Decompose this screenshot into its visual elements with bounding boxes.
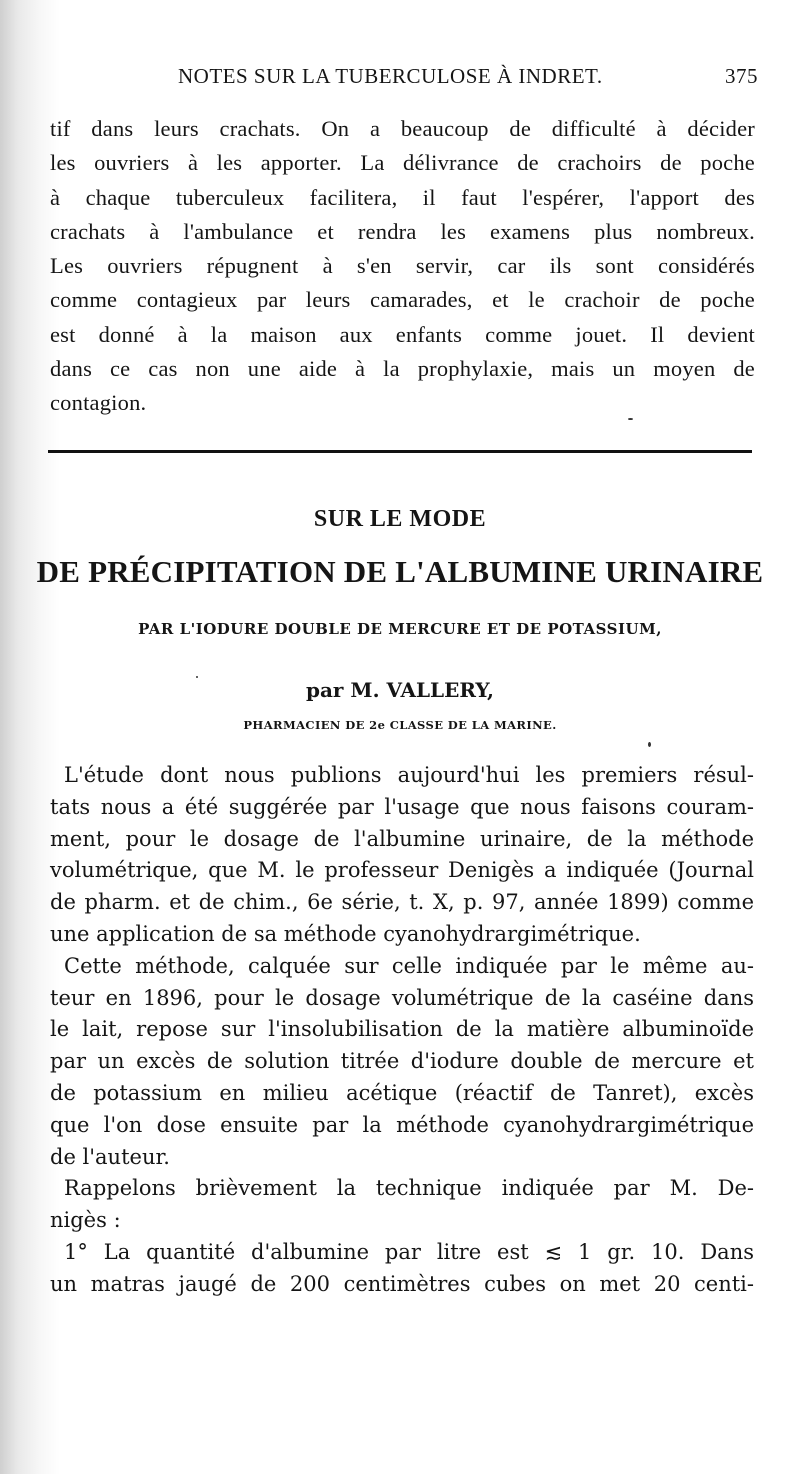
text-line: Les ouvriers répugnent à s'en servir, car ils sont considérés [50, 253, 755, 279]
text-line: est donné à la maison aux enfants comme jouet. Il devient [50, 321, 755, 347]
article-subtitle: PAR L'IODURE DOUBLE DE MERCURE ET DE POTASSIUM, [138, 620, 662, 638]
text-line: teur en 1896, pour le dosage volumétrique de la caséine dans [50, 985, 754, 1010]
article-body [50, 760, 754, 1301]
text-line: comme contagieux par leurs camarades, et le crachoir de poche [50, 287, 755, 313]
text-line: de pharm. et de chim., 6e série, t. X, p. 97, année 1899) comme [50, 890, 754, 915]
running-title: NOTES SUR LA TUBERCULOSE À INDRET. [178, 64, 603, 88]
text-line: volumétrique, que M. le professeur Denigès a indiquée (Journal [50, 858, 754, 883]
page-header [178, 64, 758, 94]
text-line: un matras jaugé de 200 centimètres cubes on met 20 centi- [50, 1271, 754, 1296]
text-line: 1° La quantité d'albumine par litre est ≲ 1 gr. 10. Dans [64, 1239, 754, 1264]
text-line: que l'on dose ensuite par la méthode cyanohydrargimétrique [50, 1112, 754, 1137]
author-affiliation: PHARMACIEN DE 2e CLASSE DE LA MARINE. [243, 718, 557, 732]
text-line: Cette méthode, calquée sur celle indiquée par le même au- [64, 953, 754, 978]
text-line: L'étude dont nous publions aujourd'hui les premiers résul- [64, 763, 754, 787]
text-line: tats nous a été suggérée par l'usage que nous faisons couram- [50, 794, 754, 819]
article-author: par M. VALLERY, [305, 678, 495, 702]
text-line: contagion. [50, 390, 147, 416]
text-line: crachats à l'ambulance et rendra les examens plus nombreux. [50, 218, 755, 244]
print-speck [648, 742, 651, 747]
section-divider [48, 450, 752, 453]
text-line: par un excès de solution titrée d'iodure double de mercure et [50, 1049, 754, 1074]
text-line: une application de sa méthode cyanohydrargimétrique. [50, 921, 641, 946]
text-line: ment, pour le dosage de l'albumine urinaire, de la méthode [50, 826, 754, 851]
text-line: dans ce cas non une aide à la prophylaxie, mais un moyen de [50, 356, 755, 382]
text-line: à chaque tuberculeux facilitera, il faut l'espérer, l'apport des [50, 184, 755, 210]
text-line: nigès : [50, 1208, 121, 1233]
text-line: le lait, repose sur l'insolubilisation de la matière albuminoïde [50, 1017, 754, 1042]
print-speck [628, 418, 633, 420]
page-number: 375 [725, 64, 758, 88]
continued-paragraph [50, 112, 755, 421]
print-speck [196, 676, 198, 678]
text-line: de potassium en milieu acétique (réactif de Tanret), excès [50, 1080, 754, 1105]
text-line: de l'auteur. [50, 1144, 170, 1169]
text-line: les ouvriers à les apporter. La délivrance de crachoirs de poche [50, 150, 755, 176]
article-title-line-2: DE PRÉCIPITATION DE L'ALBUMINE URINAIRE [36, 554, 764, 589]
text-line: tif dans leurs crachats. On a beaucoup de difficulté à décider [50, 116, 755, 141]
text-line: Rappelons brièvement la technique indiquée par M. De- [64, 1176, 754, 1201]
article-title-line-1: SUR LE MODE [313, 506, 487, 532]
